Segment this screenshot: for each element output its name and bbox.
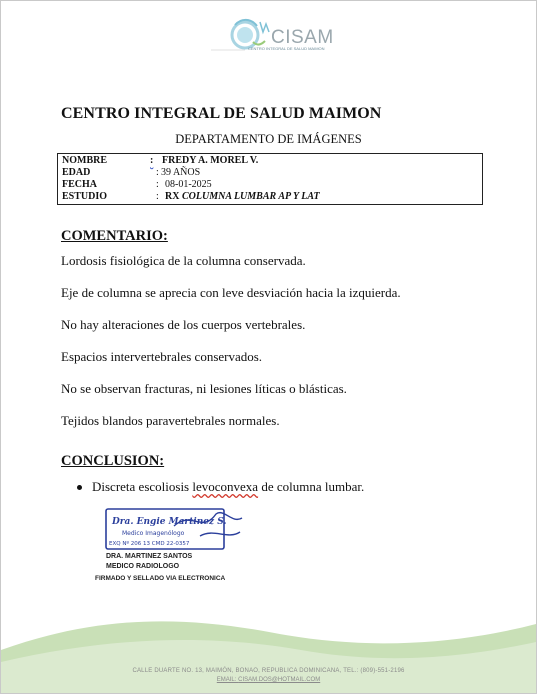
- bullet-icon: [77, 485, 82, 490]
- stamp-title: Medico Imagenólogo: [122, 530, 185, 537]
- stamp-exq: EXQ Nº 206 13 CMD 22-0357: [109, 541, 190, 547]
- name-label: NOMBRE: [62, 155, 107, 166]
- spellcheck-flagged-word: levoconvexa: [192, 479, 259, 494]
- comment-line: Espacios intervertebrales conservados.: [61, 349, 263, 364]
- footer-email: [0, 677, 537, 683]
- comment-line: Eje de columna se aprecia con leve desviación hacia la izquierda.: [61, 285, 401, 300]
- conclusion-text-post: de columna lumbar.: [258, 479, 365, 494]
- doctor-name: DRA. MARTINEZ SANTOS: [106, 553, 193, 560]
- email-link[interactable]: CISAM.DOS@HOTMAIL.COM: [238, 677, 321, 683]
- age-colon: :: [156, 167, 159, 178]
- patient-info-box: [57, 153, 483, 205]
- age-value: 39 AÑOS: [161, 167, 201, 178]
- conclusion-heading: CONCLUSION:: [61, 453, 165, 469]
- comment-line: No se observan fracturas, ni lesiones líticas o blásticas.: [61, 381, 347, 396]
- signature-note: FIRMADO Y SELLADO VIA ELECTRONICA: [95, 575, 226, 582]
- study-colon: :: [156, 191, 159, 202]
- study-label: ESTUDIO: [62, 191, 108, 202]
- conclusion-bullet: [92, 479, 364, 495]
- logo-subtitle: CENTRO INTEGRAL DE SALUD MAIMON: [248, 46, 325, 51]
- study-prefix: RX: [165, 191, 180, 202]
- comment-line: No hay alteraciones de los cuerpos vertebrales.: [61, 317, 306, 332]
- study-value: COLUMNA LUMBAR AP Y LAT: [182, 191, 320, 202]
- age-label: EDAD: [62, 167, 91, 178]
- conclusion-text-pre: Discreta escoliosis: [92, 479, 193, 494]
- date-colon: :: [156, 179, 159, 190]
- stamp-name: Dra. Engie Martinez S.: [112, 517, 227, 527]
- date-label: FECHA: [62, 179, 97, 190]
- name-colon: :: [150, 155, 154, 166]
- email-prefix: EMAIL:: [216, 677, 239, 683]
- footer-address: CALLE DUARTE NO. 13, MAIMÓN, BONAO, REPUBLICA DOMINICANA, TEL.: (809)-551-2196: [132, 668, 405, 674]
- comment-heading: COMENTARIO:: [61, 228, 168, 244]
- name-value: FREDY A. MOREL V.: [162, 155, 259, 166]
- date-value: 08-01-2025: [165, 179, 212, 190]
- logo-wordmark: CISAM: [271, 27, 334, 48]
- doctor-stamp: [104, 506, 246, 554]
- comment-line: Lordosis fisiológica de la columna conservada.: [61, 253, 306, 268]
- page-title: CENTRO INTEGRAL DE SALUD MAIMON: [61, 105, 382, 122]
- doctor-role: MEDICO RADIOLOGO: [106, 563, 180, 570]
- department-title: DEPARTAMENTO DE IMÁGENES: [175, 132, 362, 146]
- comment-line: Tejidos blandos paravertebrales normales.: [61, 413, 280, 428]
